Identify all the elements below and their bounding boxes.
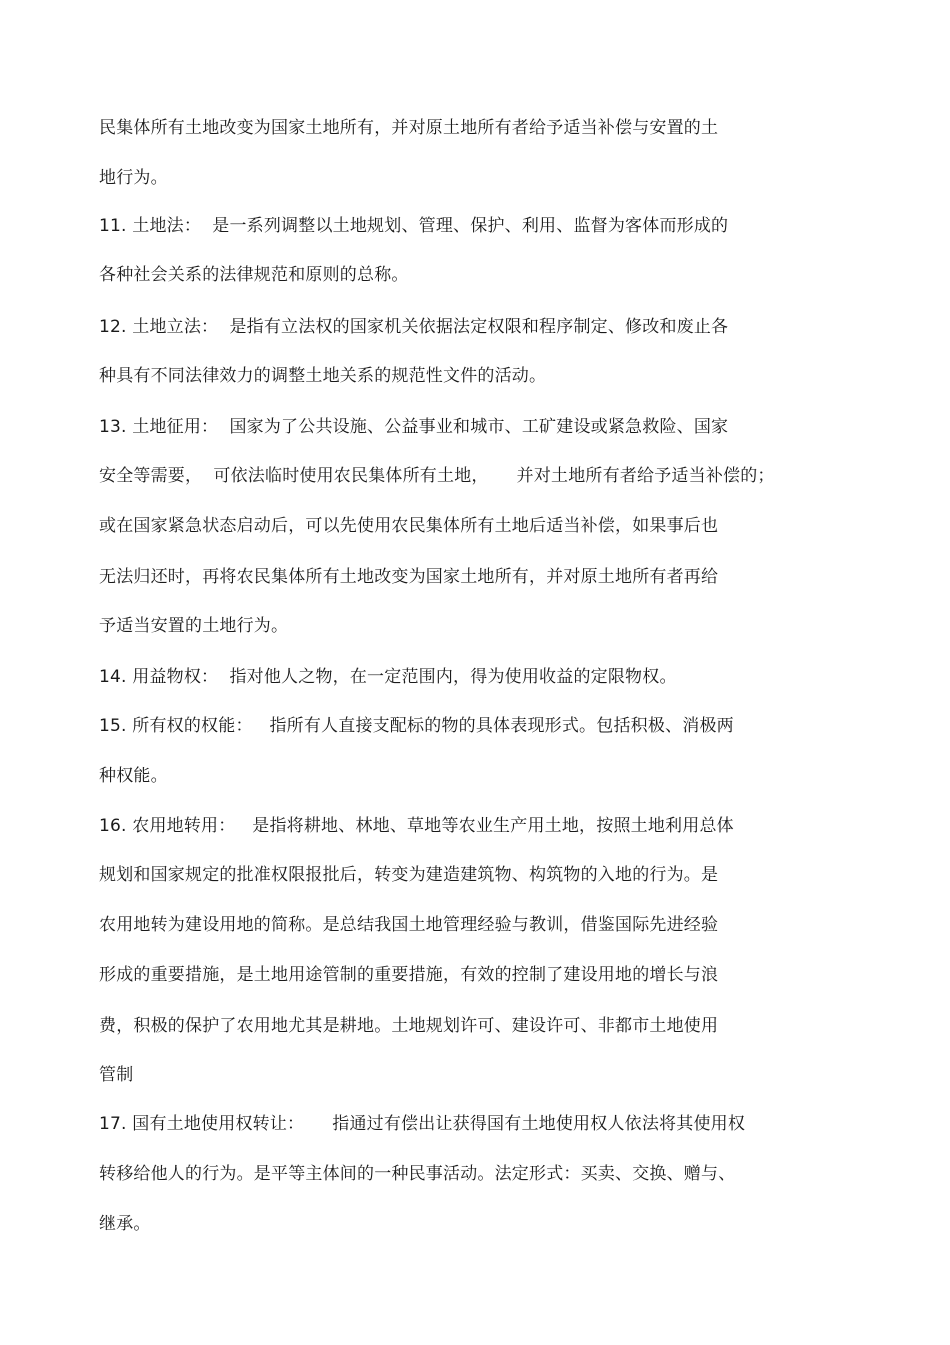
text-line: 予适当安置的土地行为。 bbox=[99, 616, 289, 636]
text-line: 无法归还时，再将农民集体所有土地改变为国家土地所有，并对原土地所有者再给 bbox=[99, 567, 719, 587]
definition-14-start: 14. 用益物权： 指对他人之物，在一定范围内，得为使用收益的定限物权。 bbox=[99, 667, 677, 687]
definition-12-start: 12. 土地立法： 是指有立法权的国家机关依据法定权限和程序制定、修改和废止各 bbox=[99, 317, 729, 337]
text-line: 规划和国家规定的批准权限报批后，转变为建造建筑物、构筑物的入地的行为。是 bbox=[99, 865, 719, 885]
text-line: 种权能。 bbox=[99, 766, 168, 786]
text-line: 转移给他人的行为。是平等主体间的一种民事活动。法定形式：买卖、交换、赠与、 bbox=[99, 1164, 736, 1184]
text-line: 管制 bbox=[99, 1065, 134, 1085]
text-line: 继承。 bbox=[99, 1214, 151, 1234]
definition-15-start: 15. 所有权的权能： 指所有人直接支配标的物的具体表现形式。包括积极、消极两 bbox=[99, 716, 734, 736]
definition-11-start: 11. 土地法： 是一系列调整以土地规划、管理、保护、利用、监督为客体而形成的 bbox=[99, 216, 729, 236]
text-line: 各种社会关系的法律规范和原则的总称。 bbox=[99, 265, 409, 285]
definition-16-start: 16. 农用地转用： 是指将耕地、林地、草地等农业生产用土地，按照土地利用总体 bbox=[99, 816, 734, 836]
text-line: 费，积极的保护了农用地尤其是耕地。土地规划许可、建设许可、非都市土地使用 bbox=[99, 1016, 719, 1036]
text-line: 农用地转为建设用地的简称。是总结我国土地管理经验与教训，借鉴国际先进经验 bbox=[99, 915, 719, 935]
text-line: 形成的重要措施，是土地用途管制的重要措施，有效的控制了建设用地的增长与浪 bbox=[99, 965, 719, 985]
text-line: 地行为。 bbox=[99, 168, 168, 188]
definition-17-start: 17. 国有土地使用权转让： 指通过有偿出让获得国有土地使用权人依法将其使用权 bbox=[99, 1114, 746, 1134]
definition-13-start: 13. 土地征用： 国家为了公共设施、公益事业和城市、工矿建设或紧急救险、国家 bbox=[99, 417, 729, 437]
text-line: 种具有不同法律效力的调整土地关系的规范性文件的活动。 bbox=[99, 366, 547, 386]
text-line: 安全等需要， 可依法临时使用农民集体所有土地， 并对土地所有者给予适当补偿的； bbox=[99, 466, 775, 486]
text-line: 民集体所有土地改变为国家土地所有，并对原土地所有者给予适当补偿与安置的土 bbox=[99, 118, 719, 138]
text-line: 或在国家紧急状态启动后，可以先使用农民集体所有土地后适当补偿，如果事后也 bbox=[99, 516, 719, 536]
